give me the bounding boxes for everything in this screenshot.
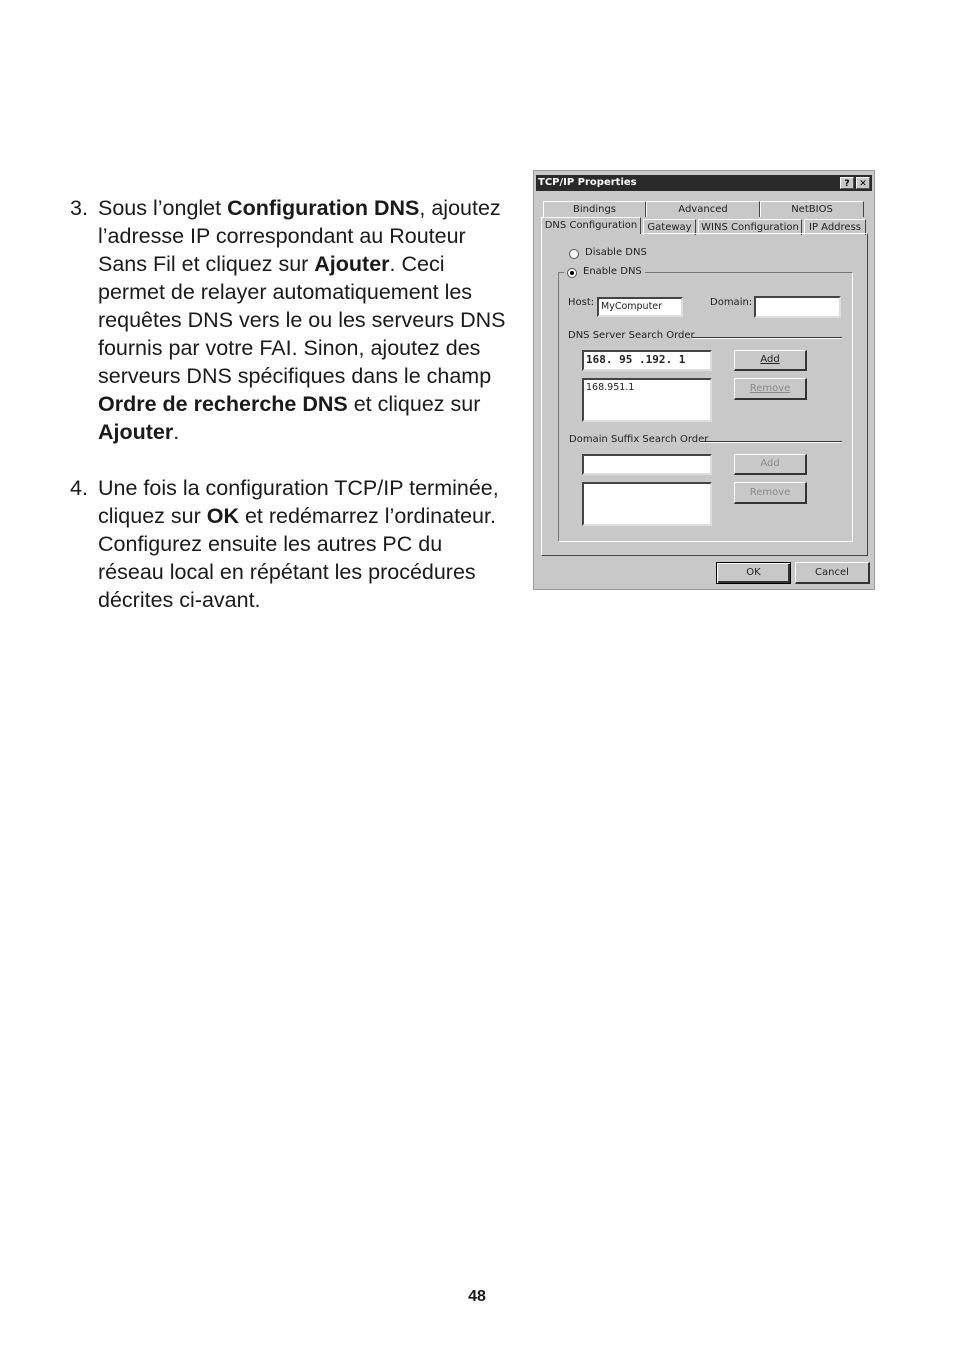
- host-field[interactable]: MyComputer: [597, 297, 683, 317]
- disable-dns-radio[interactable]: [569, 249, 579, 259]
- step-number: 4.: [70, 476, 88, 500]
- disable-dns-label: Disable DNS: [585, 247, 647, 258]
- remove-label: Remove: [749, 383, 791, 394]
- tcpip-properties-dialog: [533, 170, 875, 590]
- tab-advanced[interactable]: Advanced: [646, 201, 760, 217]
- bold-run: Ajouter: [98, 420, 174, 444]
- remove-suffix-button[interactable]: Remove: [734, 482, 807, 504]
- text-run: et cliquez sur: [347, 392, 481, 416]
- bold-run: Ordre de recherche DNS: [98, 392, 348, 416]
- remove-dns-button[interactable]: [734, 378, 807, 400]
- cancel-button[interactable]: Cancel: [795, 562, 870, 584]
- domain-field[interactable]: [754, 296, 841, 318]
- list-item[interactable]: 168.951.1: [586, 382, 635, 393]
- section-rule: [700, 441, 842, 443]
- domain-label: Domain:: [710, 297, 753, 308]
- tab-netbios[interactable]: NetBIOS: [760, 201, 864, 217]
- page-number: 48: [468, 1288, 486, 1305]
- dns-server-input[interactable]: 168. 95 .192. 1: [582, 350, 712, 371]
- step-text: [98, 196, 505, 444]
- add-label: Add: [760, 354, 780, 365]
- bold-run: Ajouter: [314, 252, 390, 276]
- text-run: . Ceci permet de relayer automatiquement les requêtes DNS vers le ou les serveurs DNS fournis par votre FAI. Sinon, ajoutez des serveurs DNS spécifiques dans le champ: [98, 252, 506, 388]
- step-3: [70, 194, 510, 446]
- tab-gateway[interactable]: Gateway: [643, 219, 696, 235]
- text-run: Sous l’onglet: [98, 196, 228, 220]
- tab-bindings[interactable]: Bindings: [543, 201, 646, 217]
- bold-run: OK: [206, 504, 239, 528]
- close-button[interactable]: ✕: [856, 177, 870, 189]
- help-button[interactable]: ?: [840, 177, 854, 189]
- tab-ip-address[interactable]: IP Address: [804, 219, 866, 235]
- text-run: , ajoutez l’adresse IP correspondant au Routeur Sans Fil et cliquez sur: [98, 196, 501, 276]
- dns-order-label: DNS Server Search Order: [568, 330, 695, 341]
- tab-wins-configuration[interactable]: WINS Configuration: [698, 219, 802, 235]
- instruction-list: [70, 194, 510, 614]
- dialog-titlebar: [536, 175, 872, 191]
- tab-dns-configuration[interactable]: DNS Configuration: [541, 217, 641, 234]
- bold-run: Configuration DNS: [227, 196, 420, 220]
- enable-dns-label: Enable DNS: [583, 266, 642, 277]
- suffix-order-label: Domain Suffix Search Order: [569, 434, 709, 445]
- enable-dns-option: [564, 265, 645, 279]
- step-text: [98, 476, 499, 612]
- step-number: 3.: [70, 196, 88, 220]
- text-run: .: [173, 420, 180, 444]
- dialog-title: TCP/IP Properties: [538, 177, 637, 188]
- add-dns-button[interactable]: [734, 350, 807, 371]
- dns-configuration-panel: [541, 233, 868, 556]
- section-rule: [692, 337, 842, 339]
- text-run: et redémarrez l’ordinateur. Configurez ensuite les autres PC du réseau local en répétant les procédures décrites ci-avant.: [98, 504, 496, 612]
- dns-server-list[interactable]: [582, 378, 712, 422]
- radio-selected-dot: [570, 271, 574, 275]
- suffix-list[interactable]: [582, 482, 712, 526]
- text-run: Une fois la configuration TCP/IP terminée, cliquez sur: [98, 476, 499, 528]
- add-suffix-button[interactable]: Add: [734, 454, 807, 475]
- enable-dns-radio[interactable]: [567, 268, 577, 278]
- step-4: [70, 474, 510, 614]
- suffix-input[interactable]: [582, 454, 712, 475]
- ok-button[interactable]: OK: [716, 562, 791, 584]
- host-label: Host:: [568, 297, 595, 308]
